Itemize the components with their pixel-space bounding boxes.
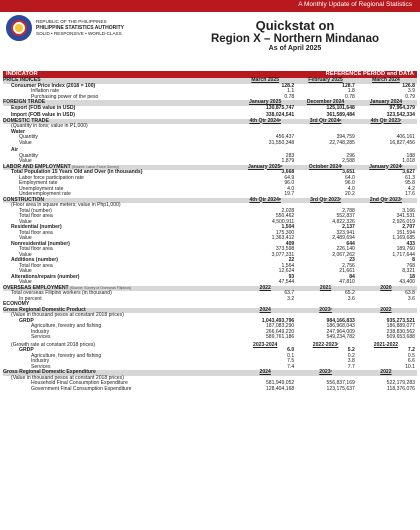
row-value: 7.7 bbox=[347, 363, 355, 370]
row-value: 175,300 bbox=[275, 229, 295, 236]
row-value: 2020 bbox=[357, 286, 417, 292]
row-value: 3,651 bbox=[342, 169, 355, 175]
row-label: Water bbox=[11, 128, 25, 135]
row-value: 187,083,290 bbox=[265, 323, 295, 329]
row-value: 20.2 bbox=[344, 191, 355, 197]
row-value: 0.2 bbox=[347, 352, 355, 359]
row-label: Quantity bbox=[19, 134, 38, 140]
row-value: 2024 bbox=[236, 370, 296, 376]
row-value: January 2025 bbox=[236, 100, 296, 106]
row-value: 3.6 bbox=[407, 295, 415, 302]
row-label: Inflation rate bbox=[31, 88, 60, 94]
row-value: 151,594 bbox=[396, 229, 415, 236]
row-label: Additions (number) bbox=[11, 257, 58, 263]
row-value: 128,404,168 bbox=[265, 385, 295, 392]
row-value: 63.7 bbox=[284, 290, 295, 296]
row-value: 126.8 bbox=[402, 82, 415, 89]
row-value: 266,649,220 bbox=[265, 328, 295, 335]
row-value: 238,830,562 bbox=[386, 328, 415, 335]
row-label: GRDP bbox=[19, 347, 34, 353]
row-value: 1,043,493,796 bbox=[261, 317, 295, 324]
row-value: 3.6 bbox=[347, 295, 355, 302]
row-value: 2024 bbox=[236, 308, 296, 314]
row-value: October 2024ʳ bbox=[296, 165, 357, 171]
row-value: 581,949,052 bbox=[265, 380, 295, 386]
row-label: Value bbox=[19, 279, 32, 285]
row-value: 64.0 bbox=[344, 174, 355, 181]
row-label: Services bbox=[31, 334, 51, 340]
row-label: Gross Regional Domestic Expenditure bbox=[3, 370, 236, 376]
row-value: 2023ʳ bbox=[296, 370, 357, 376]
row-label: Air bbox=[11, 147, 19, 153]
row-label: Import (FOB value in USD) bbox=[11, 112, 75, 118]
row-value: 186,968,043 bbox=[326, 323, 355, 329]
row-value: 23 bbox=[349, 257, 355, 263]
row-label: Gross Regional Domestic Product bbox=[3, 308, 236, 314]
row-value: 4th Qtr 2023ʳ bbox=[357, 119, 417, 125]
row-value: 21,661 bbox=[339, 268, 355, 274]
row-value: 3.9 bbox=[407, 88, 415, 94]
row-value: 984,166,833 bbox=[326, 317, 355, 324]
row-value: 768 bbox=[406, 262, 415, 269]
org-line3: SOLID • RESPONSIVE • WORLD-CLASS bbox=[36, 31, 122, 36]
row-value: 0.5 bbox=[407, 352, 415, 359]
row-label: Consumer Price Index (2018 = 100) bbox=[11, 82, 96, 89]
row-label: Services bbox=[31, 363, 51, 370]
org-line2: PHILIPPINE STATISTICS AUTHORITY bbox=[36, 25, 124, 31]
banner-text: A Monthly Update of Regional Statistics bbox=[298, 1, 412, 8]
row-value: 93 bbox=[288, 273, 295, 280]
row-value: 4.0 bbox=[287, 185, 295, 192]
row-value: December 2024 bbox=[296, 100, 357, 106]
row-value: 2021 bbox=[296, 286, 357, 292]
row-value: 406,161 bbox=[396, 134, 415, 140]
row-label: (Value in thousand pesos at constant 2018 prices) bbox=[11, 312, 124, 318]
row-value: 323,542,334 bbox=[386, 112, 415, 118]
row-value: 47,544 bbox=[278, 279, 295, 285]
row-value: 6.6 bbox=[407, 358, 415, 364]
row-label: Alterations/repairs (number) bbox=[11, 273, 80, 280]
row-label: Employment rate bbox=[19, 180, 58, 186]
row-value: 2021-2022 bbox=[373, 341, 399, 348]
row-value: 61.3 bbox=[405, 174, 415, 181]
row-value: 4,822,326 bbox=[332, 218, 355, 225]
row-value: 0.78 bbox=[284, 93, 295, 100]
row-value: 188 bbox=[406, 152, 415, 159]
row-label: (Quantity in tons; value in P1,000) bbox=[11, 123, 88, 129]
row-value: 509,653,688 bbox=[386, 334, 415, 340]
row-value: 1,018 bbox=[402, 158, 415, 164]
row-label: Nonresidential (number) bbox=[11, 240, 70, 247]
row-label: In percent bbox=[19, 295, 42, 302]
row-value: 84 bbox=[349, 273, 355, 280]
row-value: 589,761,186 bbox=[265, 334, 295, 340]
row-value: 0.78 bbox=[344, 93, 355, 100]
row-value: 456,437 bbox=[275, 134, 295, 140]
row-label: Industry bbox=[31, 358, 50, 364]
row-value: 7.5 bbox=[287, 358, 295, 364]
row-value: 2,137 bbox=[342, 224, 355, 230]
row-source: (Source: Labor Force Survey) bbox=[70, 164, 120, 169]
row-value: 8 bbox=[412, 257, 415, 263]
row-value: 18 bbox=[409, 273, 415, 280]
row-value: 22,748,285 bbox=[329, 139, 355, 146]
row-label: Household Final Consumption Expenditure bbox=[31, 380, 128, 386]
org-line1: REPUBLIC OF THE PHILIPPINES bbox=[36, 19, 107, 24]
row-value: March 2025 bbox=[236, 78, 296, 84]
row-value: 96.0 bbox=[344, 180, 355, 186]
row-value: 47,810 bbox=[339, 279, 355, 285]
row-value: 394,759 bbox=[336, 134, 355, 140]
row-value: 125,101,648 bbox=[326, 104, 355, 111]
row-label: LABOR AND EMPLOYMENT (Source: Labor Force Survey) bbox=[3, 165, 236, 171]
row-value: 1.8 bbox=[347, 88, 355, 94]
row-value: 128.2 bbox=[281, 82, 295, 89]
row-value: 3,668 bbox=[281, 169, 295, 175]
row-value: 3rd Qtr 2024ᵖ bbox=[296, 119, 357, 125]
row-label: OVERSEAS EMPLOYMENT (Source: Survey of Overseas Filipinos) bbox=[3, 286, 236, 292]
row-label: Value bbox=[19, 139, 32, 146]
row-value: 0.1 bbox=[287, 352, 295, 359]
row-label: (Floor area in square meters; value in Php1,000) bbox=[11, 202, 121, 208]
title-asof: As of April 2025 bbox=[268, 45, 322, 52]
org-block bbox=[36, 19, 124, 37]
row-value: 550,462 bbox=[275, 213, 295, 219]
row-value: 3.8 bbox=[347, 358, 355, 364]
row-label: Unemployment rate bbox=[19, 185, 64, 192]
row-value: 123,175,637 bbox=[326, 385, 355, 392]
row-value: 4th Qtr 2024ᵖ bbox=[236, 198, 296, 204]
row-value: 3,166 bbox=[402, 207, 415, 214]
row-value: 644 bbox=[346, 240, 355, 247]
row-value: 3.2 bbox=[287, 295, 295, 302]
row-value: 2,707 bbox=[402, 224, 415, 230]
row-label: Value bbox=[19, 158, 32, 164]
row-label: Value bbox=[19, 218, 32, 225]
row-value: 1,564 bbox=[281, 262, 295, 269]
header-ref: REFERENCE PERIOD and DATA bbox=[325, 71, 414, 77]
row-value: 130,875,747 bbox=[265, 104, 295, 111]
row-label: ECONOMY bbox=[3, 301, 30, 307]
row-label: DOMESTIC TRADE bbox=[3, 119, 236, 125]
row-value: 118,376,076 bbox=[387, 385, 415, 392]
header-indicator: INDICATOR bbox=[6, 71, 38, 77]
row-value: 17.6 bbox=[405, 191, 415, 197]
row-label: Industry bbox=[31, 328, 50, 335]
row-value: 16,827,456 bbox=[389, 139, 415, 146]
row-value: 1,504 bbox=[281, 224, 295, 230]
row-label: Export (FOB value in USD) bbox=[11, 104, 76, 111]
row-value: 6.0 bbox=[287, 347, 295, 353]
row-label: (Value in thousand pesos at constant 2018 prices) bbox=[11, 374, 124, 381]
row-value: 1,363,412 bbox=[271, 235, 295, 241]
row-value: 65.2 bbox=[344, 290, 355, 296]
row-label: Total floor area bbox=[19, 246, 53, 252]
row-value: 128.7 bbox=[342, 82, 355, 89]
row-value: 186,889,077 bbox=[386, 323, 415, 329]
row-value: 5.2 bbox=[347, 347, 355, 353]
row-value: 2022 bbox=[236, 286, 296, 292]
row-value: 1,717,644 bbox=[392, 251, 415, 258]
row-value: January 2024ʳ bbox=[357, 165, 417, 171]
row-label: Total floor area bbox=[19, 262, 53, 269]
row-value: 247,964,009 bbox=[326, 328, 355, 335]
row-value: 226,140 bbox=[336, 246, 355, 252]
row-value: 2,926,019 bbox=[392, 218, 415, 225]
row-label: Total floor area bbox=[19, 229, 53, 236]
banner-bar bbox=[0, 0, 420, 12]
indicator-table bbox=[3, 78, 417, 392]
row-value: 323,941 bbox=[336, 229, 355, 236]
row-value: 2022-2023ʳ bbox=[312, 341, 339, 348]
row-value: 935,273,521 bbox=[386, 317, 415, 324]
row-value: 2023-2024 bbox=[252, 341, 278, 348]
row-value: 549,234,782 bbox=[326, 334, 355, 340]
row-value: 12,624 bbox=[278, 268, 295, 274]
row-label: Total (number) bbox=[19, 207, 52, 214]
row-value: 189,760 bbox=[396, 246, 415, 252]
row-value: 31,550,348 bbox=[268, 139, 295, 146]
row-value: 7.2 bbox=[407, 347, 415, 353]
row-value: 63.8 bbox=[405, 290, 415, 296]
table-row bbox=[3, 387, 417, 393]
row-value: 2,788 bbox=[342, 207, 355, 214]
row-value: 2022 bbox=[357, 308, 417, 314]
row-label: (Growth rate at constant 2018 prices) bbox=[11, 341, 96, 348]
page-title bbox=[195, 18, 395, 52]
row-value: 7.4 bbox=[287, 363, 295, 370]
row-value: 2nd Qtr 2023ʳ bbox=[357, 198, 417, 204]
row-value: 338,024,541 bbox=[265, 112, 295, 118]
row-value: 97,964,379 bbox=[389, 104, 415, 111]
psa-logo-icon bbox=[6, 15, 32, 41]
row-source: (Source: Survey of Overseas Filipinos) bbox=[68, 285, 132, 290]
row-value: 19.7 bbox=[284, 191, 295, 197]
row-value: 2,588 bbox=[342, 158, 355, 164]
title-main: Quickstat on bbox=[255, 18, 335, 33]
row-value: 0.79 bbox=[405, 93, 415, 100]
row-value: 361,589,484 bbox=[326, 112, 355, 118]
row-label: Labor force participation rate bbox=[19, 174, 84, 181]
row-value: February 2025 bbox=[296, 78, 357, 84]
row-value: 2,028 bbox=[281, 207, 295, 214]
row-label: Agriculture, forestry and fishing bbox=[31, 352, 102, 359]
table-header bbox=[3, 71, 417, 78]
row-value: 2,067,262 bbox=[332, 251, 355, 258]
row-value: 3,077,331 bbox=[271, 251, 295, 258]
row-label: Purchasing power of the peso bbox=[31, 93, 99, 100]
row-value: January 2025ᵖ bbox=[236, 165, 296, 171]
row-value: 64.9 bbox=[284, 174, 295, 181]
row-value: January 2024 bbox=[357, 100, 417, 106]
row-label: Total overseas Filipino workers (in thousand) bbox=[11, 290, 112, 296]
row-value: 2,489,694 bbox=[332, 235, 355, 241]
row-value: 552,837 bbox=[336, 213, 355, 219]
row-value: 4,500,911 bbox=[271, 218, 295, 225]
row-value: 95.8 bbox=[405, 180, 415, 186]
row-label: Government Final Consumption Expenditure bbox=[31, 385, 132, 392]
row-value: 433 bbox=[406, 240, 415, 247]
row-value: 22 bbox=[288, 257, 295, 263]
row-value: 2022 bbox=[357, 370, 417, 376]
title-region: Region X – Northern Mindanao bbox=[210, 33, 380, 45]
row-label: Total Population 15 Years Old and Over (in thousands) bbox=[11, 169, 143, 175]
row-value: 4.0 bbox=[347, 185, 355, 192]
row-value: 8,321 bbox=[402, 268, 415, 274]
row-value: 4th Qtr 2024ᵖ bbox=[236, 119, 296, 125]
row-value: 4.2 bbox=[407, 185, 415, 192]
row-label: Underemployment rate bbox=[19, 191, 71, 197]
row-value: March 2024 bbox=[357, 78, 417, 84]
row-value: 283 bbox=[285, 152, 295, 159]
row-label: GRDP bbox=[19, 317, 34, 324]
row-label: Quantity bbox=[19, 152, 38, 159]
row-value: 522,179,283 bbox=[386, 380, 415, 386]
row-value: 556,837,169 bbox=[326, 380, 355, 386]
row-value: 96.0 bbox=[284, 180, 295, 186]
row-label: Value bbox=[19, 268, 32, 274]
row-label: Total floor area bbox=[19, 213, 53, 219]
row-label: FOREIGN TRADE bbox=[3, 100, 236, 106]
row-label: Value bbox=[19, 235, 32, 241]
row-value: 10.1 bbox=[405, 363, 415, 370]
row-value: 1.1 bbox=[287, 88, 295, 94]
row-value: 2023ʳ bbox=[296, 308, 357, 314]
row-value: 341,531 bbox=[396, 213, 415, 219]
row-value: 1,169,685 bbox=[392, 235, 415, 241]
row-value: 373,598 bbox=[275, 246, 295, 252]
row-value: 43,400 bbox=[399, 279, 415, 285]
row-label: Agriculture, forestry and fishing bbox=[31, 323, 102, 329]
row-label: CONSTRUCTION bbox=[3, 198, 236, 204]
row-value: 2,756 bbox=[342, 262, 355, 269]
row-label: Value bbox=[19, 251, 32, 258]
row-value: 409 bbox=[285, 240, 295, 247]
row-value: 3rd Qtr 2023ʳ bbox=[296, 198, 357, 204]
row-value: 296 bbox=[346, 152, 355, 159]
row-label: PRICE INDICES bbox=[3, 78, 236, 84]
row-value: 3,627 bbox=[402, 169, 415, 175]
row-value: 1,879 bbox=[281, 158, 295, 164]
row-label: Residential (number) bbox=[11, 224, 62, 230]
